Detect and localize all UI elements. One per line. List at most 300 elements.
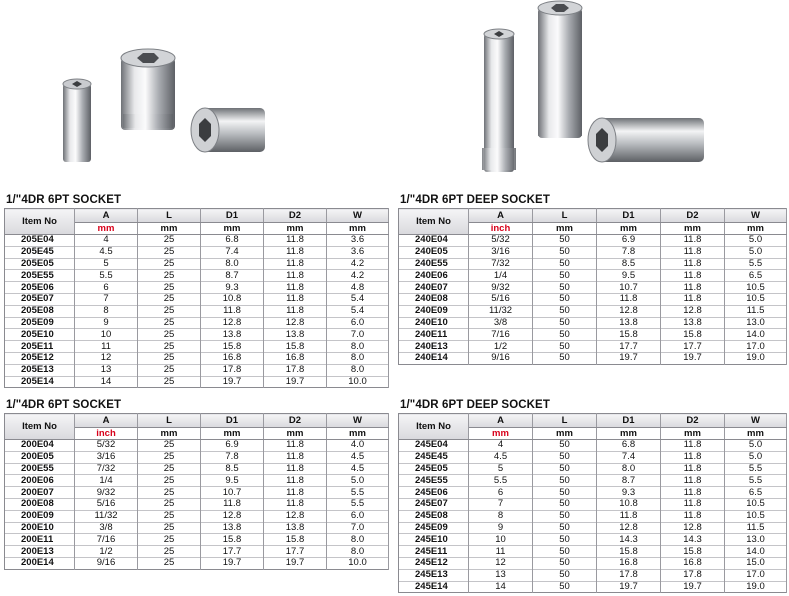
value-cell: 4 [75,235,138,247]
item-number: 245E55 [399,475,469,487]
table-row [5,451,389,463]
value-cell: 15.8 [597,546,661,558]
value-cell: 9/32 [469,282,533,294]
value-cell: 25 [138,546,201,558]
item-number: 240E55 [399,258,469,270]
value-cell: 7.0 [327,522,389,534]
value-cell: 50 [533,352,597,364]
value-cell: 8.0 [327,352,389,364]
item-number: 240E05 [399,246,469,258]
header-col: A [469,209,533,223]
item-number: 200E55 [5,463,75,475]
value-cell: 5/16 [469,293,533,305]
header-col: D2 [661,414,725,428]
value-cell: 10.7 [201,487,264,499]
value-cell: 4 [469,440,533,452]
value-cell: 4.5 [75,246,138,258]
value-cell: 7.4 [201,246,264,258]
value-cell: 11.8 [661,451,725,463]
table-row [5,317,389,329]
item-number: 240E14 [399,352,469,364]
table-row [399,498,787,510]
value-cell: 5/16 [75,498,138,510]
value-cell: 11.8 [264,258,327,270]
value-cell: 7.8 [201,451,264,463]
value-cell: 4.2 [327,258,389,270]
spec-table [4,208,389,388]
value-cell: 5/32 [75,440,138,452]
value-cell: 5.5 [469,475,533,487]
unit-cell: mm [725,223,787,235]
table-row [399,270,787,282]
value-cell: 11.8 [264,293,327,305]
value-cell: 14.3 [661,534,725,546]
value-cell: 50 [533,305,597,317]
table-row [5,352,389,364]
value-cell: 13.8 [661,317,725,329]
value-cell: 11.8 [264,235,327,247]
table-row [5,487,389,499]
value-cell: 17.8 [597,569,661,581]
table-row [399,352,787,364]
value-cell: 8.5 [597,258,661,270]
table-row [399,475,787,487]
header-item-no: Item No [5,414,75,440]
value-cell: 5.5 [725,463,787,475]
value-cell: 25 [138,522,201,534]
value-cell: 25 [138,440,201,452]
value-cell: 17.7 [661,341,725,353]
value-cell: 7.0 [327,329,389,341]
table-row [5,305,389,317]
unit-cell: inch [75,428,138,440]
value-cell: 10.5 [725,510,787,522]
table-row [5,341,389,353]
value-cell: 25 [138,270,201,282]
table-row [5,534,389,546]
value-cell: 11.8 [264,498,327,510]
value-cell: 11.8 [661,440,725,452]
value-cell: 19.7 [201,557,264,569]
item-number: 245E11 [399,546,469,558]
value-cell: 50 [533,293,597,305]
value-cell: 15.8 [201,341,264,353]
header-col: A [469,414,533,428]
value-cell: 11.8 [661,246,725,258]
item-number: 240E04 [399,235,469,247]
value-cell: 19.7 [661,352,725,364]
value-cell: 25 [138,498,201,510]
table-row [5,498,389,510]
item-number: 245E07 [399,498,469,510]
unit-cell: mm [264,223,327,235]
value-cell: 17.8 [661,569,725,581]
value-cell: 15.0 [725,557,787,569]
value-cell: 8.5 [201,463,264,475]
value-cell: 12 [75,352,138,364]
value-cell: 14.3 [597,534,661,546]
table-row [399,305,787,317]
value-cell: 16.8 [264,352,327,364]
value-cell: 9.3 [201,282,264,294]
value-cell: 25 [138,293,201,305]
value-cell: 25 [138,329,201,341]
value-cell: 11.8 [661,510,725,522]
table-row [5,546,389,558]
value-cell: 5.0 [725,235,787,247]
value-cell: 13 [469,569,533,581]
value-cell: 9.3 [597,487,661,499]
item-number: 200E06 [5,475,75,487]
value-cell: 16.8 [201,352,264,364]
item-number: 240E13 [399,341,469,353]
value-cell: 5/32 [469,235,533,247]
value-cell: 11.8 [661,487,725,499]
value-cell: 11.8 [264,440,327,452]
value-cell: 15.8 [264,534,327,546]
value-cell: 11.8 [661,475,725,487]
value-cell: 11.8 [264,270,327,282]
value-cell: 8 [75,305,138,317]
item-number: 200E08 [5,498,75,510]
item-number: 200E04 [5,440,75,452]
value-cell: 50 [533,569,597,581]
value-cell: 50 [533,451,597,463]
value-cell: 6 [75,282,138,294]
unit-cell: mm [201,428,264,440]
value-cell: 6.9 [201,440,264,452]
table-row [399,463,787,475]
value-cell: 11.8 [264,463,327,475]
item-number: 200E11 [5,534,75,546]
value-cell: 50 [533,557,597,569]
value-cell: 19.7 [201,376,264,388]
table-row [5,246,389,258]
value-cell: 13.8 [201,522,264,534]
value-cell: 5.0 [725,246,787,258]
value-cell: 17.8 [264,364,327,376]
value-cell: 5 [469,463,533,475]
value-cell: 14 [469,581,533,593]
table-row [399,510,787,522]
value-cell: 6.5 [725,487,787,499]
table-row [399,546,787,558]
section-title: 1/"4DR 6PT SOCKET [6,194,122,206]
value-cell: 17.7 [201,546,264,558]
table-row [399,534,787,546]
value-cell: 50 [533,546,597,558]
value-cell: 19.0 [725,352,787,364]
item-number: 245E14 [399,581,469,593]
value-cell: 11 [75,341,138,353]
value-cell: 25 [138,305,201,317]
unit-cell: mm [201,223,264,235]
value-cell: 7.4 [597,451,661,463]
item-number: 245E45 [399,451,469,463]
value-cell: 9/32 [75,487,138,499]
value-cell: 4.5 [469,451,533,463]
value-cell: 15.8 [661,546,725,558]
item-number: 245E12 [399,557,469,569]
value-cell: 1/4 [469,270,533,282]
table-row [5,522,389,534]
value-cell: 7/16 [469,329,533,341]
value-cell: 25 [138,487,201,499]
header-col: D1 [201,414,264,428]
value-cell: 11.8 [264,305,327,317]
item-number: 205E12 [5,352,75,364]
value-cell: 5.0 [725,440,787,452]
table-row [5,510,389,522]
value-cell: 50 [533,475,597,487]
standard-socket-photo [55,44,275,174]
table-row [5,463,389,475]
item-number: 245E09 [399,522,469,534]
value-cell: 5.5 [725,475,787,487]
value-cell: 17.8 [201,364,264,376]
item-number: 205E55 [5,270,75,282]
value-cell: 19.7 [661,581,725,593]
value-cell: 12.8 [597,305,661,317]
section-title: 1/"4DR 6PT DEEP SOCKET [400,194,550,206]
value-cell: 25 [138,341,201,353]
value-cell: 12.8 [201,317,264,329]
value-cell: 11.5 [725,522,787,534]
value-cell: 13.0 [725,317,787,329]
value-cell: 6.8 [597,440,661,452]
item-number: 205E10 [5,329,75,341]
table-row [399,440,787,452]
deep-socket-photo [470,0,735,180]
value-cell: 11/32 [75,510,138,522]
value-cell: 50 [533,522,597,534]
unit-cell: mm [138,223,201,235]
value-cell: 50 [533,440,597,452]
value-cell: 15.8 [597,329,661,341]
table-row [399,329,787,341]
table-row [5,475,389,487]
value-cell: 15.8 [264,341,327,353]
value-cell: 10.8 [597,498,661,510]
value-cell: 25 [138,246,201,258]
value-cell: 11.8 [661,293,725,305]
value-cell: 11.8 [661,258,725,270]
item-number: 205E06 [5,282,75,294]
value-cell: 25 [138,510,201,522]
value-cell: 9/16 [75,557,138,569]
item-number: 200E14 [5,557,75,569]
value-cell: 5.5 [75,270,138,282]
unit-cell: mm [597,428,661,440]
table-row [5,235,389,247]
value-cell: 12.8 [661,305,725,317]
item-number: 205E07 [5,293,75,305]
value-cell: 11.8 [264,246,327,258]
value-cell: 10.5 [725,282,787,294]
value-cell: 16.8 [661,557,725,569]
table-row [5,293,389,305]
value-cell: 50 [533,581,597,593]
value-cell: 25 [138,475,201,487]
value-cell: 6.5 [725,270,787,282]
value-cell: 8.0 [327,546,389,558]
value-cell: 5.5 [725,258,787,270]
value-cell: 12 [469,557,533,569]
value-cell: 11.8 [661,282,725,294]
item-number: 200E05 [5,451,75,463]
header-col: D1 [597,414,661,428]
value-cell: 50 [533,235,597,247]
section-title: 1/"4DR 6PT SOCKET [6,399,122,411]
value-cell: 8.7 [201,270,264,282]
value-cell: 19.0 [725,581,787,593]
value-cell: 4.5 [327,463,389,475]
value-cell: 7/16 [75,534,138,546]
value-cell: 13.8 [201,329,264,341]
value-cell: 7/32 [469,258,533,270]
table-row [5,270,389,282]
value-cell: 8 [469,510,533,522]
item-number: 245E06 [399,487,469,499]
value-cell: 11/32 [469,305,533,317]
header-col: A [75,414,138,428]
item-number: 205E05 [5,258,75,270]
unit-cell: mm [725,428,787,440]
table-row [399,341,787,353]
value-cell: 12.8 [597,522,661,534]
unit-cell: mm [75,223,138,235]
table-row [5,282,389,294]
unit-cell: mm [661,223,725,235]
value-cell: 25 [138,364,201,376]
value-cell: 13.0 [725,534,787,546]
value-cell: 3/16 [75,451,138,463]
item-number: 240E09 [399,305,469,317]
item-number: 205E13 [5,364,75,376]
header-col: W [725,414,787,428]
item-number: 205E45 [5,246,75,258]
value-cell: 10.0 [327,376,389,388]
value-cell: 3.6 [327,246,389,258]
value-cell: 15.8 [661,329,725,341]
value-cell: 25 [138,258,201,270]
header-col: W [327,414,389,428]
value-cell: 13 [75,364,138,376]
value-cell: 13.8 [597,317,661,329]
value-cell: 5.4 [327,293,389,305]
value-cell: 12.8 [264,510,327,522]
value-cell: 5 [75,258,138,270]
value-cell: 12.8 [201,510,264,522]
value-cell: 50 [533,487,597,499]
value-cell: 11.8 [597,510,661,522]
value-cell: 6.8 [201,235,264,247]
value-cell: 50 [533,498,597,510]
value-cell: 25 [138,376,201,388]
table-row [5,258,389,270]
table-row [5,376,389,388]
value-cell: 4.0 [327,440,389,452]
spec-table [4,413,389,570]
table-row [399,282,787,294]
table-row [5,329,389,341]
table-row [399,246,787,258]
value-cell: 10.5 [725,498,787,510]
item-number: 205E14 [5,376,75,388]
value-cell: 7 [469,498,533,510]
value-cell: 5.0 [725,451,787,463]
value-cell: 11.8 [264,475,327,487]
value-cell: 50 [533,463,597,475]
value-cell: 6.9 [597,235,661,247]
value-cell: 11.8 [201,498,264,510]
item-number: 240E06 [399,270,469,282]
table-row [399,293,787,305]
item-number: 200E09 [5,510,75,522]
value-cell: 3.6 [327,235,389,247]
value-cell: 17.7 [597,341,661,353]
value-cell: 8.7 [597,475,661,487]
value-cell: 10.5 [725,293,787,305]
item-number: 205E04 [5,235,75,247]
item-number: 240E07 [399,282,469,294]
value-cell: 5.5 [327,498,389,510]
value-cell: 25 [138,534,201,546]
value-cell: 25 [138,352,201,364]
unit-cell: mm [138,428,201,440]
header-col: L [138,209,201,223]
value-cell: 10.8 [201,293,264,305]
table-row [399,487,787,499]
value-cell: 5.0 [327,475,389,487]
value-cell: 8.0 [327,341,389,353]
value-cell: 14.0 [725,546,787,558]
value-cell: 19.7 [597,581,661,593]
value-cell: 1/2 [75,546,138,558]
table-row [5,364,389,376]
value-cell: 17.0 [725,341,787,353]
value-cell: 10.7 [597,282,661,294]
value-cell: 50 [533,246,597,258]
item-number: 245E04 [399,440,469,452]
header-col: D2 [264,414,327,428]
table-row [399,581,787,593]
value-cell: 4.5 [327,451,389,463]
value-cell: 11.8 [661,270,725,282]
unit-cell: mm [597,223,661,235]
value-cell: 10.0 [327,557,389,569]
value-cell: 50 [533,510,597,522]
value-cell: 11.8 [264,282,327,294]
section-title: 1/"4DR 6PT DEEP SOCKET [400,399,550,411]
header-col: A [75,209,138,223]
item-number: 240E11 [399,329,469,341]
value-cell: 11.8 [597,293,661,305]
item-number: 245E08 [399,510,469,522]
value-cell: 11.8 [264,487,327,499]
header-col: W [725,209,787,223]
table-row [399,317,787,329]
value-cell: 17.0 [725,569,787,581]
section-245-deep-socket-mm [398,398,786,593]
item-number: 205E08 [5,305,75,317]
value-cell: 13.8 [264,522,327,534]
value-cell: 1/2 [469,341,533,353]
item-number: 240E08 [399,293,469,305]
value-cell: 9 [469,522,533,534]
header-item-no: Item No [399,209,469,235]
value-cell: 7 [75,293,138,305]
